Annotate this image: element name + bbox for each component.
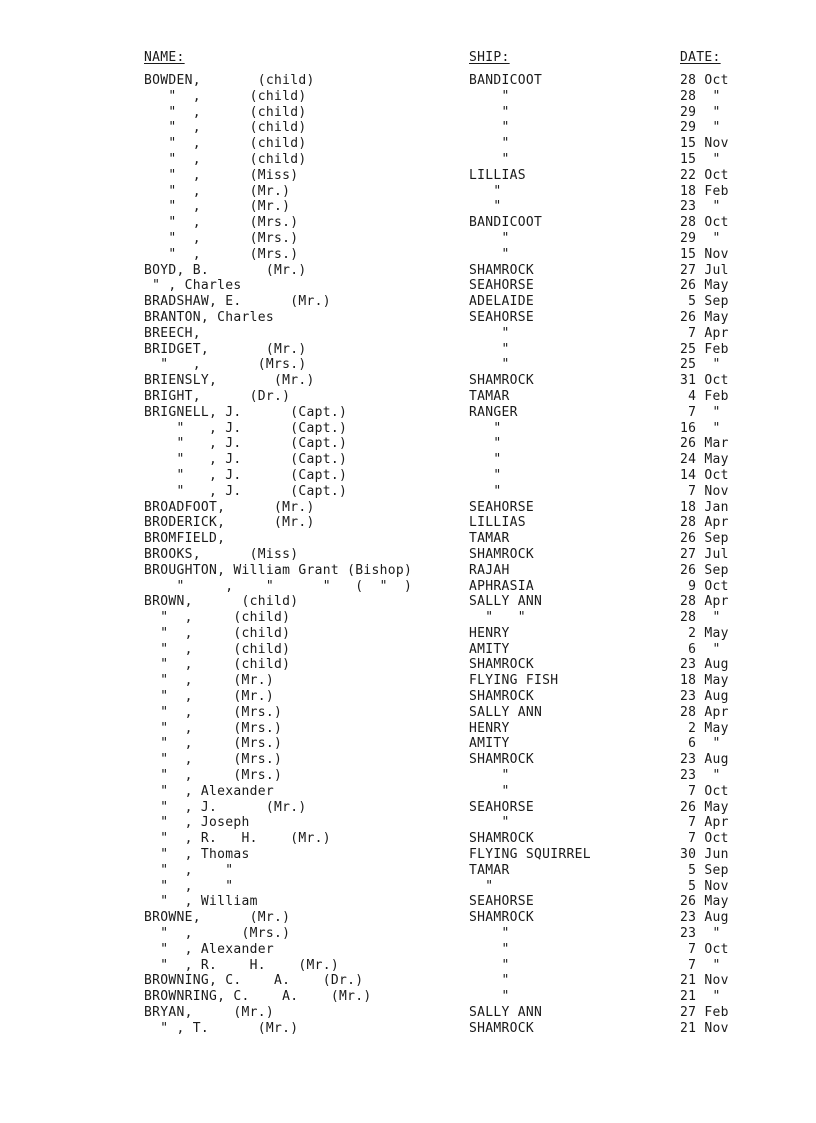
list-row — [0, 199, 816, 215]
passenger-name: " , (Mrs.) — [144, 246, 299, 262]
arrival-date: 18 Feb — [680, 183, 729, 199]
ship-name: TAMAR — [469, 862, 510, 878]
passenger-name: " , (child) — [144, 625, 291, 641]
passenger-name: " , (Mrs.) — [144, 736, 283, 752]
ship-name: " " — [469, 610, 526, 626]
arrival-date: 26 Sep — [680, 531, 729, 547]
ship-name: " — [469, 246, 510, 262]
ship-name: SALLY ANN — [469, 704, 543, 720]
arrival-date: 27 Jul — [680, 262, 729, 278]
ship-name: HENRY — [469, 625, 510, 641]
passenger-name: " , (child) — [144, 136, 307, 152]
arrival-date: 2 May — [680, 720, 729, 736]
passenger-name: " , " " ( " ) — [144, 578, 413, 594]
passenger-name: " , (child) — [144, 104, 307, 120]
passenger-name: " , (child) — [144, 151, 307, 167]
passenger-name: " , (Mr.) — [144, 689, 275, 705]
ship-name: " — [469, 926, 510, 942]
ship-name: LILLIAS — [469, 167, 526, 183]
arrival-date: 7 Apr — [680, 325, 729, 341]
passenger-name: BRODERICK, (Mr.) — [144, 515, 315, 531]
list-row — [0, 421, 816, 437]
ship-name: SEAHORSE — [469, 309, 535, 325]
passenger-name: " , (Mrs.) — [144, 704, 283, 720]
arrival-date: 25 " — [680, 357, 721, 373]
arrival-date: 23 " — [680, 926, 721, 942]
arrival-date: 7 Oct — [680, 831, 729, 847]
passenger-name: BRIENSLY, (Mr.) — [144, 373, 315, 389]
ship-name: SHAMROCK — [469, 546, 535, 562]
list-row — [0, 705, 816, 721]
arrival-date: 23 Aug — [680, 752, 729, 768]
passenger-name: " , William — [144, 894, 258, 910]
passenger-name: " , " — [144, 862, 234, 878]
ship-name: " — [469, 199, 502, 215]
arrival-date: 21 Nov — [680, 1020, 729, 1036]
ship-name: SHAMROCK — [469, 657, 535, 673]
list-row — [0, 942, 816, 958]
list-row — [0, 1005, 816, 1021]
passenger-list — [0, 73, 816, 1037]
ship-name: " — [469, 341, 510, 357]
ship-name: FLYING SQUIRREL — [469, 847, 591, 863]
name-column-header: NAME: — [144, 50, 185, 65]
list-row — [0, 89, 816, 105]
arrival-date: 16 " — [680, 420, 721, 436]
passenger-name: BOYD, B. (Mr.) — [144, 262, 307, 278]
arrival-date: 26 May — [680, 799, 729, 815]
list-row — [0, 847, 816, 863]
arrival-date: 15 Nov — [680, 136, 729, 152]
ship-name: " — [469, 815, 510, 831]
passenger-name: " , (Miss) — [144, 167, 299, 183]
arrival-date: 28 " — [680, 88, 721, 104]
list-row — [0, 958, 816, 974]
arrival-date: 28 Oct — [680, 73, 729, 88]
ship-name: RAJAH — [469, 562, 510, 578]
ship-name: TAMAR — [469, 388, 510, 404]
arrival-date: 26 Mar — [680, 436, 729, 452]
date-column-header: DATE: — [680, 50, 721, 65]
passenger-name: BROWNE, (Mr.) — [144, 910, 291, 926]
list-row — [0, 579, 816, 595]
list-row — [0, 215, 816, 231]
list-row — [0, 405, 816, 421]
passenger-name: " , (Mrs.) — [144, 926, 291, 942]
ship-name: SHAMROCK — [469, 831, 535, 847]
passenger-name: BRIGHT, (Dr.) — [144, 388, 291, 404]
arrival-date: 5 Nov — [680, 878, 729, 894]
list-row — [0, 831, 816, 847]
passenger-name: " , Joseph — [144, 815, 250, 831]
ship-name: LILLIAS — [469, 515, 526, 531]
arrival-date: 7 Oct — [680, 783, 729, 799]
passenger-name: BROMFIELD, — [144, 531, 226, 547]
arrival-date: 2 May — [680, 625, 729, 641]
passenger-name: BROADFOOT, (Mr.) — [144, 499, 315, 515]
list-row — [0, 736, 816, 752]
passenger-name: BOWDEN, (child) — [144, 73, 315, 88]
list-row — [0, 879, 816, 895]
list-row — [0, 926, 816, 942]
passenger-name: " , J. (Capt.) — [144, 452, 348, 468]
passenger-name: BROWNING, C. A. (Dr.) — [144, 973, 364, 989]
arrival-date: 28 " — [680, 610, 721, 626]
arrival-date: 23 " — [680, 768, 721, 784]
arrival-date: 14 Oct — [680, 467, 729, 483]
arrival-date: 7 " — [680, 404, 721, 420]
arrival-date: 7 " — [680, 957, 721, 973]
passenger-name: " , J. (Mr.) — [144, 799, 307, 815]
list-row — [0, 136, 816, 152]
list-row — [0, 563, 816, 579]
arrival-date: 7 Nov — [680, 483, 729, 499]
arrival-date: 26 May — [680, 894, 729, 910]
ship-name: " — [469, 88, 510, 104]
arrival-date: 25 Feb — [680, 341, 729, 357]
list-row — [0, 531, 816, 547]
arrival-date: 21 Nov — [680, 973, 729, 989]
list-row — [0, 152, 816, 168]
arrival-date: 24 May — [680, 452, 729, 468]
list-row — [0, 815, 816, 831]
passenger-name: BRIDGET, (Mr.) — [144, 341, 307, 357]
list-row — [0, 484, 816, 500]
list-row — [0, 752, 816, 768]
ship-name: " — [469, 452, 502, 468]
list-row — [0, 673, 816, 689]
passenger-name: " , Thomas — [144, 847, 250, 863]
list-row — [0, 547, 816, 563]
ship-name: " — [469, 120, 510, 136]
passenger-name: " , J. (Capt.) — [144, 483, 348, 499]
ship-column-header: SHIP: — [469, 50, 510, 65]
arrival-date: 26 May — [680, 278, 729, 294]
list-row — [0, 105, 816, 121]
passenger-name: " , (Mr.) — [144, 183, 291, 199]
list-row — [0, 626, 816, 642]
ship-name: " — [469, 941, 510, 957]
list-row — [0, 184, 816, 200]
ship-name: " — [469, 768, 510, 784]
list-row — [0, 357, 816, 373]
arrival-date: 26 Sep — [680, 562, 729, 578]
arrival-date: 23 Aug — [680, 689, 729, 705]
arrival-date: 27 Feb — [680, 1005, 729, 1021]
list-row — [0, 515, 816, 531]
list-row — [0, 784, 816, 800]
arrival-date: 7 Oct — [680, 941, 729, 957]
list-row — [0, 642, 816, 658]
list-row — [0, 436, 816, 452]
list-row — [0, 294, 816, 310]
ship-name: SEAHORSE — [469, 799, 535, 815]
ship-name: SHAMROCK — [469, 752, 535, 768]
list-row — [0, 1021, 816, 1037]
ship-name: AMITY — [469, 641, 510, 657]
passenger-name: BRYAN, (Mr.) — [144, 1005, 275, 1021]
arrival-date: 21 " — [680, 989, 721, 1005]
arrival-date: 6 " — [680, 736, 721, 752]
ship-name: TAMAR — [469, 531, 510, 547]
ship-name: HENRY — [469, 720, 510, 736]
passenger-name: " , R. H. (Mr.) — [144, 957, 340, 973]
ship-name: " — [469, 436, 502, 452]
ship-name: " — [469, 957, 510, 973]
ship-name: SEAHORSE — [469, 894, 535, 910]
list-row — [0, 389, 816, 405]
list-row — [0, 721, 816, 737]
passenger-name: " , J. (Capt.) — [144, 436, 348, 452]
ship-name: SHAMROCK — [469, 689, 535, 705]
ship-name: APHRASIA — [469, 578, 535, 594]
list-row — [0, 278, 816, 294]
ship-name: " — [469, 973, 510, 989]
ship-name: SEAHORSE — [469, 499, 535, 515]
ship-name: " — [469, 357, 510, 373]
arrival-date: 29 " — [680, 230, 721, 246]
list-row — [0, 973, 816, 989]
list-row — [0, 468, 816, 484]
list-row — [0, 863, 816, 879]
list-row — [0, 342, 816, 358]
ship-name: FLYING FISH — [469, 673, 559, 689]
arrival-date: 18 Jan — [680, 499, 729, 515]
passenger-name: " , (Mrs.) — [144, 752, 283, 768]
ship-name: " — [469, 104, 510, 120]
list-row — [0, 247, 816, 263]
passenger-name: " , R. H. (Mr.) — [144, 831, 331, 847]
list-row — [0, 910, 816, 926]
arrival-date: 28 Apr — [680, 704, 729, 720]
passenger-name: BROOKS, (Miss) — [144, 546, 299, 562]
passenger-name: BRADSHAW, E. (Mr.) — [144, 294, 331, 310]
ship-name: SHAMROCK — [469, 910, 535, 926]
arrival-date: 28 Oct — [680, 215, 729, 231]
passenger-name: " , (child) — [144, 610, 291, 626]
passenger-name: BROWN, (child) — [144, 594, 299, 610]
ship-name: SHAMROCK — [469, 262, 535, 278]
arrival-date: 5 Sep — [680, 862, 729, 878]
ship-name: SALLY ANN — [469, 1005, 543, 1021]
ship-name: BANDICOOT — [469, 73, 543, 88]
list-row — [0, 800, 816, 816]
ship-name: " — [469, 989, 510, 1005]
list-row — [0, 594, 816, 610]
arrival-date: 7 Apr — [680, 815, 729, 831]
arrival-date: 6 " — [680, 641, 721, 657]
passenger-name: " , J. (Capt.) — [144, 467, 348, 483]
ship-name: AMITY — [469, 736, 510, 752]
arrival-date: 22 Oct — [680, 167, 729, 183]
arrival-date: 15 Nov — [680, 246, 729, 262]
list-row — [0, 989, 816, 1005]
ship-name: " — [469, 467, 502, 483]
ship-name: " — [469, 183, 502, 199]
passenger-name: BROUGHTON, William Grant (Bishop) — [144, 562, 413, 578]
ship-name: BANDICOOT — [469, 215, 543, 231]
arrival-date: 23 " — [680, 199, 721, 215]
ship-name: SHAMROCK — [469, 373, 535, 389]
ship-name: RANGER — [469, 404, 518, 420]
ship-name: SEAHORSE — [469, 278, 535, 294]
passenger-name: BRANTON, Charles — [144, 309, 275, 325]
ship-name: " — [469, 483, 502, 499]
list-row — [0, 452, 816, 468]
passenger-name: " , (Mrs.) — [144, 215, 299, 231]
ship-name: " — [469, 878, 494, 894]
passenger-name: BRIGNELL, J. (Capt.) — [144, 404, 348, 420]
list-row — [0, 168, 816, 184]
list-row — [0, 610, 816, 626]
passenger-name: " , (child) — [144, 120, 307, 136]
arrival-date: 28 Apr — [680, 594, 729, 610]
list-row — [0, 231, 816, 247]
arrival-date: 28 Apr — [680, 515, 729, 531]
passenger-name: " , Charles — [144, 278, 242, 294]
list-row — [0, 120, 816, 136]
list-row — [0, 894, 816, 910]
list-row — [0, 373, 816, 389]
ship-name: " — [469, 420, 502, 436]
passenger-name: " , T. (Mr.) — [144, 1020, 299, 1036]
passenger-name: BROWNRING, C. A. (Mr.) — [144, 989, 372, 1005]
passenger-name: " , Alexander — [144, 783, 275, 799]
arrival-date: 23 Aug — [680, 910, 729, 926]
passenger-name: " , (Mrs.) — [144, 720, 283, 736]
passenger-name: " , (Mr.) — [144, 199, 291, 215]
arrival-date: 29 " — [680, 120, 721, 136]
arrival-date: 5 Sep — [680, 294, 729, 310]
ship-name: SHAMROCK — [469, 1020, 535, 1036]
arrival-date: 27 Jul — [680, 546, 729, 562]
list-row — [0, 500, 816, 516]
ship-name: ADELAIDE — [469, 294, 535, 310]
list-row — [0, 73, 816, 89]
passenger-name: BREECH, — [144, 325, 201, 341]
ship-name: " — [469, 325, 510, 341]
ship-name: " — [469, 136, 510, 152]
list-row — [0, 326, 816, 342]
ship-name: " — [469, 230, 510, 246]
ship-name: " — [469, 783, 510, 799]
passenger-name: " , (Mrs.) — [144, 357, 307, 373]
list-row — [0, 263, 816, 279]
arrival-date: 23 Aug — [680, 657, 729, 673]
arrival-date: 4 Feb — [680, 388, 729, 404]
list-row — [0, 689, 816, 705]
passenger-name: " , Alexander — [144, 941, 275, 957]
ship-name: SALLY ANN — [469, 594, 543, 610]
arrival-date: 26 May — [680, 309, 729, 325]
list-row — [0, 310, 816, 326]
passenger-name: " , (Mrs.) — [144, 230, 299, 246]
passenger-name: " , (child) — [144, 641, 291, 657]
list-row — [0, 768, 816, 784]
arrival-date: 15 " — [680, 151, 721, 167]
arrival-date: 29 " — [680, 104, 721, 120]
passenger-name: " , (child) — [144, 88, 307, 104]
passenger-name: " , J. (Capt.) — [144, 420, 348, 436]
passenger-name: " , (child) — [144, 657, 291, 673]
arrival-date: 30 Jun — [680, 847, 729, 863]
arrival-date: 9 Oct — [680, 578, 729, 594]
passenger-name: " , " — [144, 878, 234, 894]
passenger-name: " , (Mr.) — [144, 673, 275, 689]
passenger-name: " , (Mrs.) — [144, 768, 283, 784]
arrival-date: 31 Oct — [680, 373, 729, 389]
arrival-date: 18 May — [680, 673, 729, 689]
list-row — [0, 657, 816, 673]
ship-name: " — [469, 151, 510, 167]
